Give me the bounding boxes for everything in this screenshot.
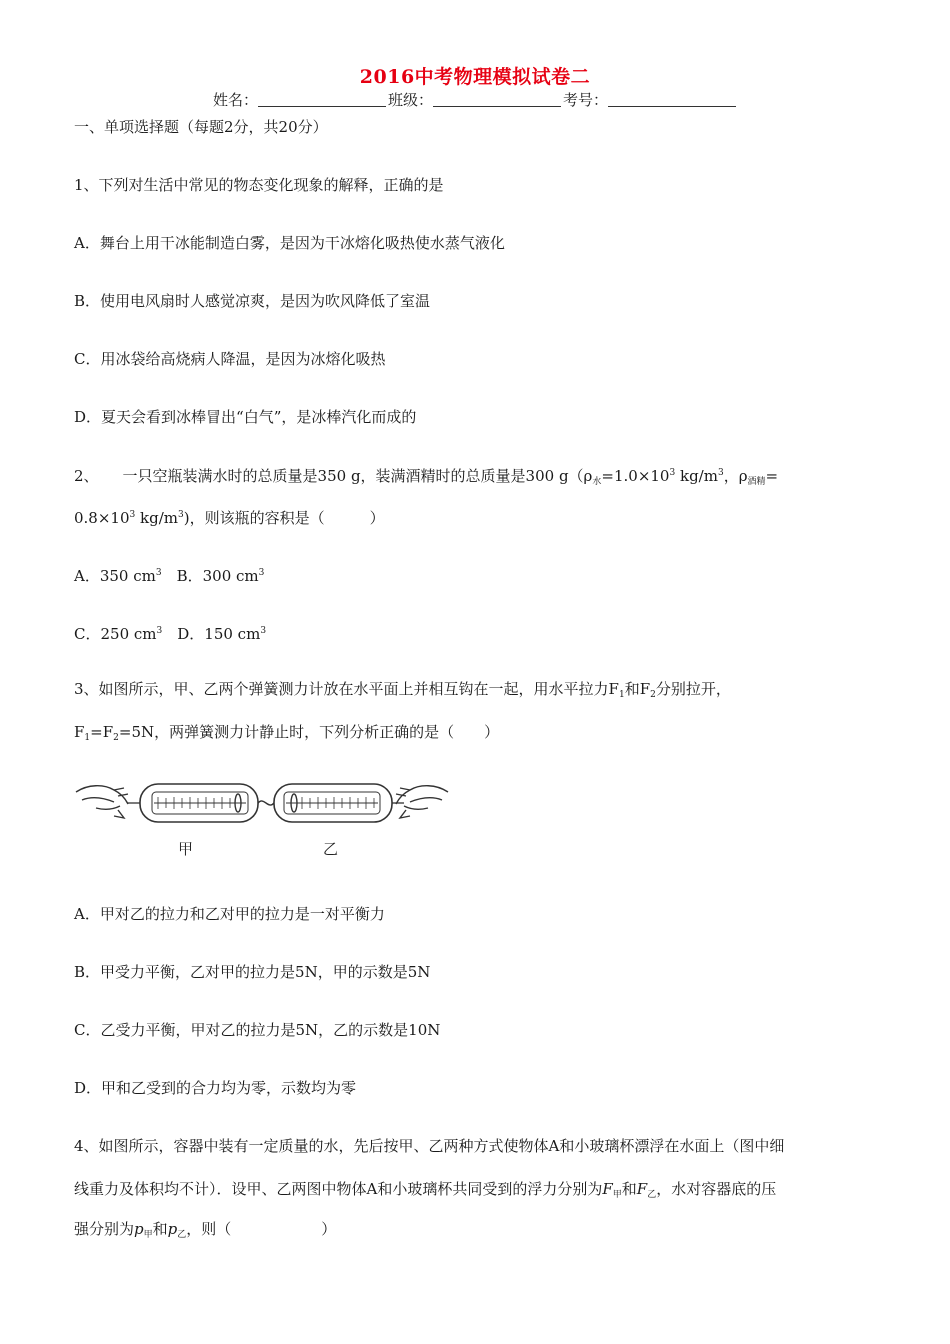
exam-no-label: 考号： [563, 91, 609, 109]
q4-stem-line1: 4、如图所示，容器中装有一定质量的水，先后按甲、乙两种方式使物体A和小玻璃杯漂浮在水面上（图中细 [74, 1137, 785, 1155]
q3-option-c: C．乙受力平衡，甲对乙的拉力是5N，乙的示数是10N [74, 1021, 441, 1039]
q3-option-a: A．甲对乙的拉力和乙对甲的拉力是一对平衡力 [74, 905, 385, 923]
q2-options-cd: C．250 $cm^3$ D．150 $cm^3$ [74, 625, 267, 643]
page-title: 2016中考物理模拟试卷二 [359, 66, 591, 88]
right-hand-icon [396, 786, 448, 818]
q1-option-a: A．舞台上用干冰能制造白雾，是因为干冰熔化吸热使水蒸气液化 [74, 234, 505, 252]
spring-scales-illustration [74, 770, 450, 862]
q3-stem-line1: 3、如图所示，甲、乙两个弹簧测力计放在水平面上并相互钩在一起，用水平拉力$F_1$和$F_2$分别拉开， [74, 680, 731, 700]
label-jia: 甲 [178, 840, 194, 858]
q1-option-b: B．使用电风扇时人感觉凉爽，是因为吹风降低了室温 [74, 292, 431, 310]
exam-no-blank[interactable] [608, 92, 736, 107]
spring-scales-figure [74, 770, 450, 862]
q1-option-c: C．用冰袋给高烧病人降温，是因为冰熔化吸热 [74, 350, 386, 368]
q2-stem-line2: $0.8\times 10^3$ $kg/m^3$)，则该瓶的容积是（ ） [74, 509, 385, 527]
name-blank[interactable] [258, 92, 386, 107]
q3-stem-line2: $F_1=F_2=5N$，两弹簧测力计静止时，下列分析正确的是（ ） [74, 723, 500, 743]
left-hand-icon [76, 786, 128, 818]
spring-scale-jia [140, 784, 258, 822]
student-info-line [213, 89, 738, 110]
q3-option-b: B．甲受力平衡，乙对甲的拉力是5N，甲的示数是5N [74, 963, 431, 981]
q2-stem-line1: 2、 一只空瓶装满水时的总质量是350 g，装满酒精时的总质量是300 $g(\rho_水=1.0\times 10^3$ $kg/m^3$，$\rho_{酒精}=$ [74, 467, 779, 487]
q2-number: 2、 [74, 467, 99, 485]
label-yi: 乙 [323, 840, 339, 858]
q4-stem-line3: 强分别为$p_甲$和$p_乙$，则（ ） [74, 1220, 337, 1240]
q1-option-d: D．夏天会看到冰棒冒出“白气”，是冰棒汽化而成的 [74, 408, 417, 426]
class-label: 班级： [388, 91, 434, 109]
q4-stem-line2: 线重力及体积均不计）．设甲、乙两图中物体A和小玻璃杯共同受到的浮力分别为$F_甲$和$F_乙$，水对容器底的压 [74, 1180, 777, 1200]
q1-stem: 1、下列对生活中常见的物态变化现象的解释，正确的是 [74, 176, 444, 194]
spring-scale-yi [274, 784, 392, 822]
name-label: 姓名： [213, 91, 259, 109]
q3-option-d: D．甲和乙受到的合力均为零，示数均为零 [74, 1079, 357, 1097]
class-blank[interactable] [433, 92, 561, 107]
section-heading: 一、单项选择题（每题2分，共20分） [74, 118, 328, 136]
q2-options-ab: A．350 $cm^3$ B．300 $cm^3$ [74, 567, 265, 585]
